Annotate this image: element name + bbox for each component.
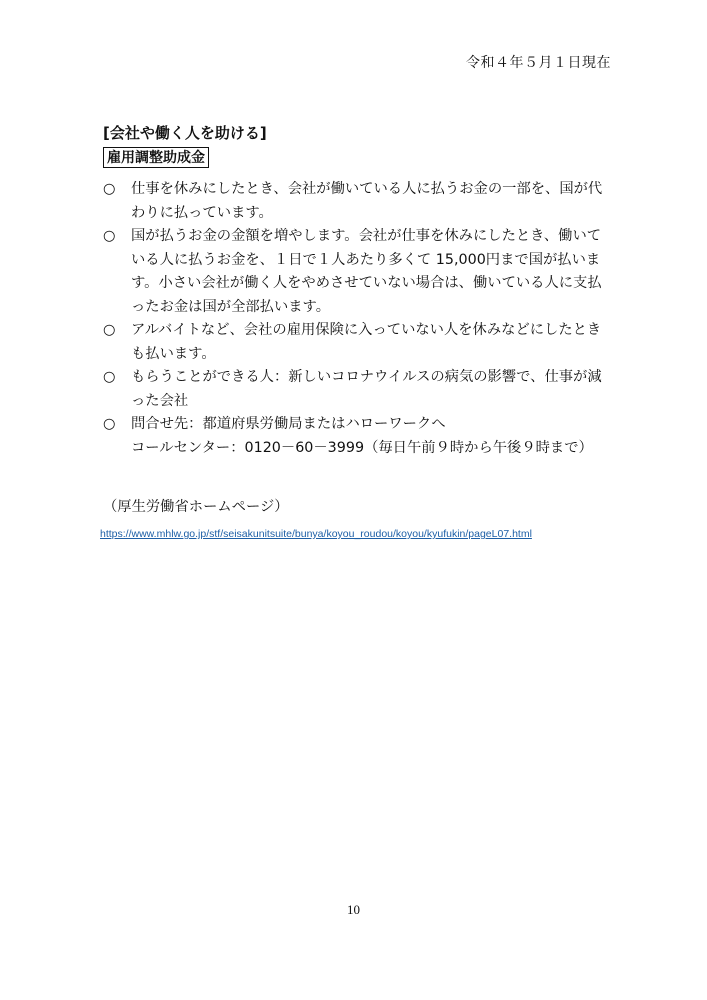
list-item — [103, 366, 613, 413]
source-link[interactable]: https://www.mhlw.go.jp/stf/seisakunitsuite/bunya/koyou_roudou/koyou/kyufukin/pageL07.html — [100, 528, 532, 540]
bullet-mark: ○ — [103, 181, 116, 197]
bullet-text: 国が払うお金の金額を増やします。会社が仕事を休みにしたとき、働いている人に払うお金を、１日で１人あたり多くて 15,000円まで国が払います。小さい会社が働く人をやめさせていない場合は、働いている人に支払ったお金は国が全部払います。 — [131, 228, 602, 315]
list-item — [103, 225, 613, 319]
as-of-date: 令和４年５月１日現在 — [466, 55, 611, 71]
list-item — [103, 178, 613, 225]
bullet-text: アルバイトなど、会社の雇用保険に入っていない人を休みなどにしたときも払います。 — [131, 322, 602, 362]
program-name-label: 雇用調整助成金 — [103, 147, 209, 168]
bullet-list — [103, 168, 613, 460]
bullet-mark: ○ — [103, 228, 116, 244]
list-item — [103, 413, 613, 460]
contact-text: 問合せ先：都道府県労働局またはハローワークへ — [131, 416, 446, 432]
list-item — [103, 319, 613, 366]
bullet-text: もらうことができる人：新しいコロナウイルスの病気の影響で、仕事が減った会社 — [131, 369, 602, 409]
page-number: 10 — [347, 902, 360, 917]
bullet-text-block — [131, 413, 613, 460]
section-heading: [会社や働く人を助ける] — [103, 124, 267, 142]
bullet-text: 仕事を休みにしたとき、会社が働いている人に払うお金の一部を、国が代わりに払っています。 — [131, 181, 603, 221]
bullet-mark: ○ — [103, 416, 116, 432]
bullet-mark: ○ — [103, 322, 116, 338]
bullet-mark: ○ — [103, 369, 116, 385]
source-note: （厚生労働省ホームページ） — [103, 499, 289, 515]
call-center-text: コールセンター：0120－60－3999（毎日午前９時から午後９時まで） — [131, 439, 593, 456]
